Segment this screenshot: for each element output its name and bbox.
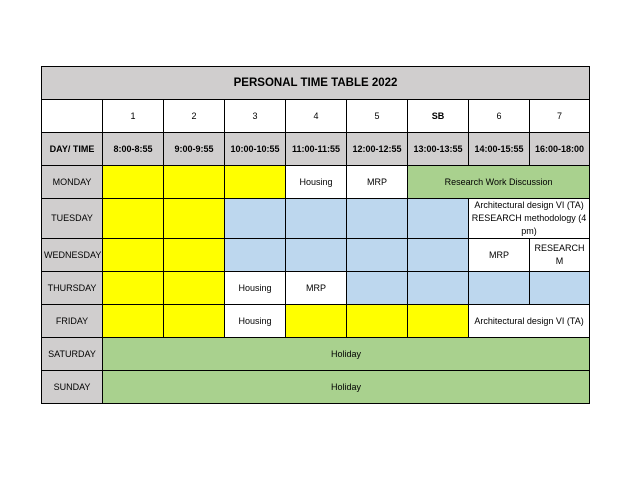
- slot-cell: [286, 305, 347, 338]
- time-slot-header: 9:00-9:55: [164, 133, 225, 166]
- time-slot-header: 16:00-18:00: [530, 133, 590, 166]
- slot-cell: MRP: [347, 166, 408, 199]
- day-label: SUNDAY: [42, 371, 103, 404]
- time-slot-header: 12:00-12:55: [347, 133, 408, 166]
- slot-cell: Housing: [225, 272, 286, 305]
- slot-cell: [408, 305, 469, 338]
- friday-row: [42, 305, 590, 338]
- time-header-row: [42, 133, 590, 166]
- slot-cell: [469, 272, 530, 305]
- day-time-header: DAY/ TIME: [42, 133, 103, 166]
- period-number-sb: SB: [408, 100, 469, 133]
- title-row: [42, 67, 590, 100]
- slot-cell: [103, 239, 164, 272]
- period-number: 4: [286, 100, 347, 133]
- saturday-row: [42, 338, 590, 371]
- time-slot-header: 11:00-11:55: [286, 133, 347, 166]
- day-label: THURSDAY: [42, 272, 103, 305]
- slot-cell: [408, 199, 469, 239]
- thursday-row: [42, 272, 590, 305]
- day-label: SATURDAY: [42, 338, 103, 371]
- table-title: PERSONAL TIME TABLE 2022: [42, 67, 590, 100]
- wednesday-row: [42, 239, 590, 272]
- slot-cell: RESEARCH M: [530, 239, 590, 272]
- slot-cell: [164, 166, 225, 199]
- corner-empty-cell: [42, 100, 103, 133]
- holiday-cell: Holiday: [103, 338, 590, 371]
- holiday-cell: Holiday: [103, 371, 590, 404]
- day-label: MONDAY: [42, 166, 103, 199]
- slot-cell: MRP: [469, 239, 530, 272]
- period-number: 7: [530, 100, 590, 133]
- period-number: 3: [225, 100, 286, 133]
- slot-cell: [347, 305, 408, 338]
- slot-cell: [103, 166, 164, 199]
- slot-cell: [347, 199, 408, 239]
- slot-cell: [286, 239, 347, 272]
- period-number: 6: [469, 100, 530, 133]
- time-slot-header: 14:00-15:55: [469, 133, 530, 166]
- day-label: TUESDAY: [42, 199, 103, 239]
- slot-cell: [103, 272, 164, 305]
- slot-cell: [408, 239, 469, 272]
- slot-cell: Housing: [225, 305, 286, 338]
- timetable: [41, 66, 590, 404]
- slot-cell: [347, 272, 408, 305]
- monday-row: [42, 166, 590, 199]
- slot-cell: [225, 199, 286, 239]
- period-number-row: [42, 100, 590, 133]
- slot-cell: [225, 239, 286, 272]
- period-number: 5: [347, 100, 408, 133]
- slot-cell: [225, 166, 286, 199]
- slot-cell: MRP: [286, 272, 347, 305]
- slot-cell: [530, 272, 590, 305]
- slot-cell: [164, 305, 225, 338]
- day-label: FRIDAY: [42, 305, 103, 338]
- slot-cell-merged: Architectural design VI (TA): [469, 305, 590, 338]
- time-slot-header: 13:00-13:55: [408, 133, 469, 166]
- slot-cell: [164, 199, 225, 239]
- period-number: 1: [103, 100, 164, 133]
- slot-cell: [164, 272, 225, 305]
- slot-line: RESEARCH methodology (4 pm): [471, 213, 587, 236]
- slot-cell: [164, 239, 225, 272]
- time-slot-header: 8:00-8:55: [103, 133, 164, 166]
- day-label: WEDNESDAY: [42, 239, 103, 272]
- slot-cell: [408, 272, 469, 305]
- slot-cell: [286, 199, 347, 239]
- slot-cell: [103, 305, 164, 338]
- time-slot-header: 10:00-10:55: [225, 133, 286, 166]
- period-number: 2: [164, 100, 225, 133]
- sunday-row: [42, 371, 590, 404]
- slot-cell-merged: Research Work Discussion: [408, 166, 590, 199]
- slot-cell: Housing: [286, 166, 347, 199]
- slot-line: Architectural design VI (TA): [474, 200, 584, 210]
- tuesday-row: [42, 199, 590, 239]
- slot-cell-merged: [469, 199, 590, 239]
- slot-cell: [347, 239, 408, 272]
- slot-cell: [103, 199, 164, 239]
